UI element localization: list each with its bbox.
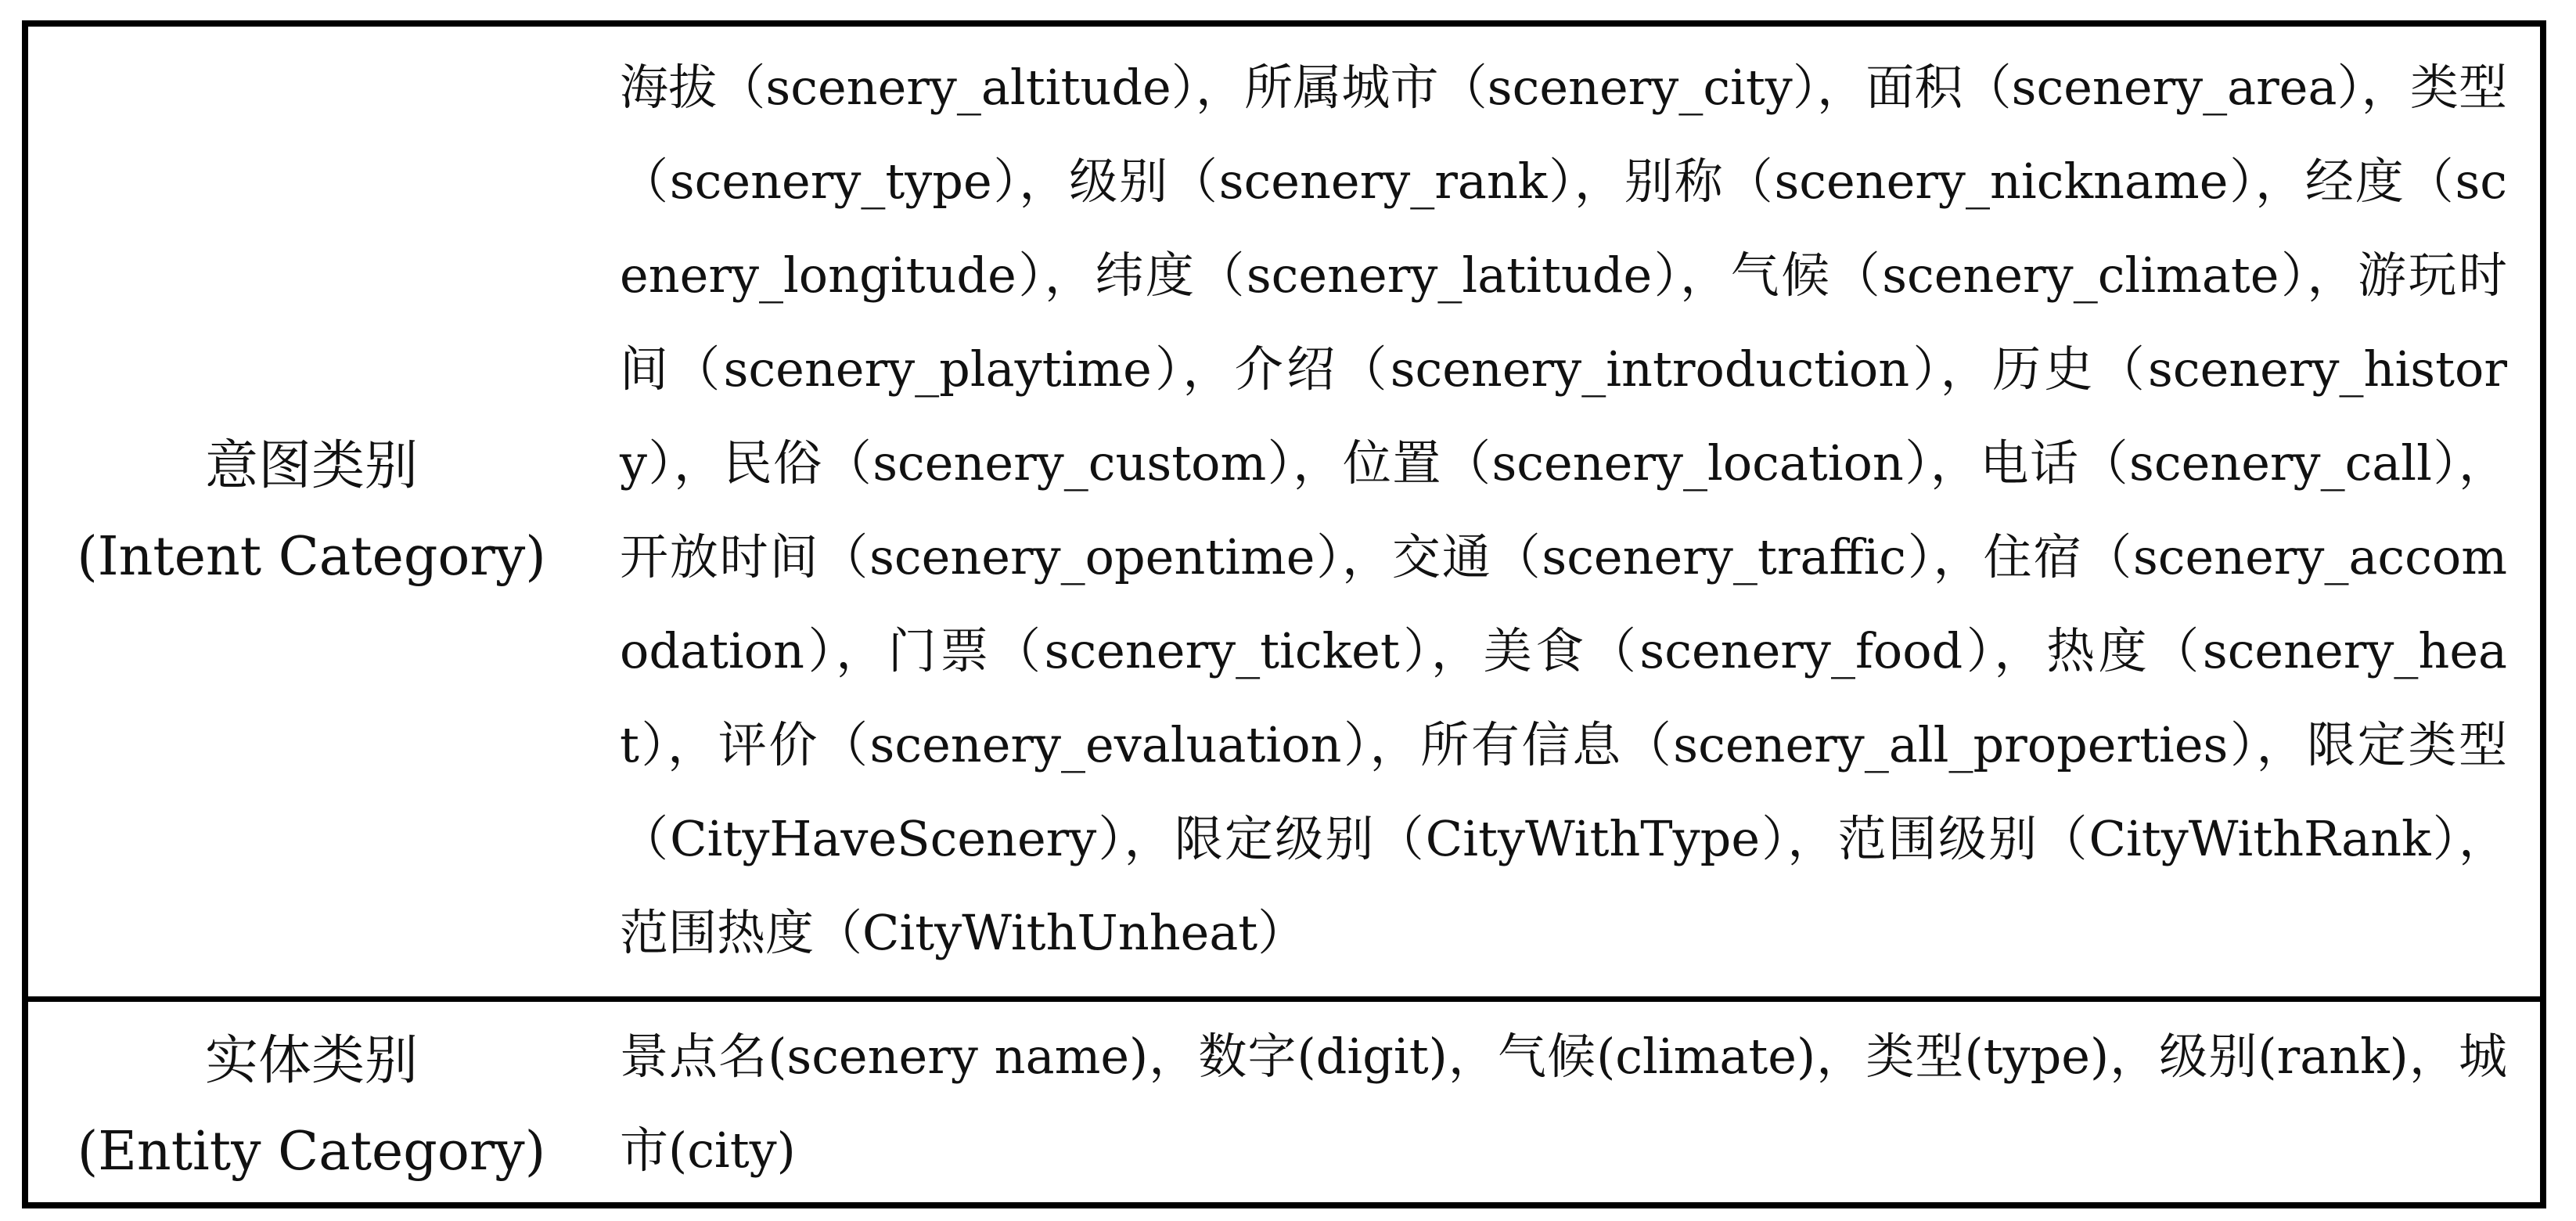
entity-category-label-en: (Entity Category) <box>77 1121 546 1183</box>
intent-category-label-cell <box>28 27 595 996</box>
table-row-entity-category <box>28 1002 2540 1202</box>
intent-category-content: 海拔（scenery_altitude），所属城市（scenery_city），面积（scenery_area），类型（scenery_type），级别（scenery_rank），别称（scenery_nickname），经度（scenery_longitude），纬度（scenery_latitude），气候（scenery_climate），游玩时间（scenery_playtime），介绍（scenery_introduction），历史（scenery_history），民俗（scenery_custom），位置（scenery_location），电话（scenery_call），开放时间（scenery_opentime），交通（scenery_traffic），住宿（scenery_accomodation），门票（scenery_ticket），美食（scenery_food），热度（scenery_heat），评价（scenery_evaluation），所有信息（scenery_all_properties），限定类型（CityHaveScenery），限定级别（CityWithType），范围级别（CityWithRank），范围热度（CityWithUnheat） <box>620 59 2507 961</box>
entity-category-label-zh: 实体类别 <box>204 1030 418 1092</box>
table-row-intent-category <box>28 27 2540 1002</box>
category-table <box>22 20 2546 1208</box>
entity-category-label-cell <box>28 1002 595 1202</box>
entity-category-content: 景点名(scenery name)，数字(digit)，气候(climate)，类型(type)，级别(rank)，城市(city) <box>620 1028 2507 1179</box>
intent-category-label-en: (Intent Category) <box>77 525 546 588</box>
intent-category-label-zh: 意图类别 <box>204 434 418 497</box>
